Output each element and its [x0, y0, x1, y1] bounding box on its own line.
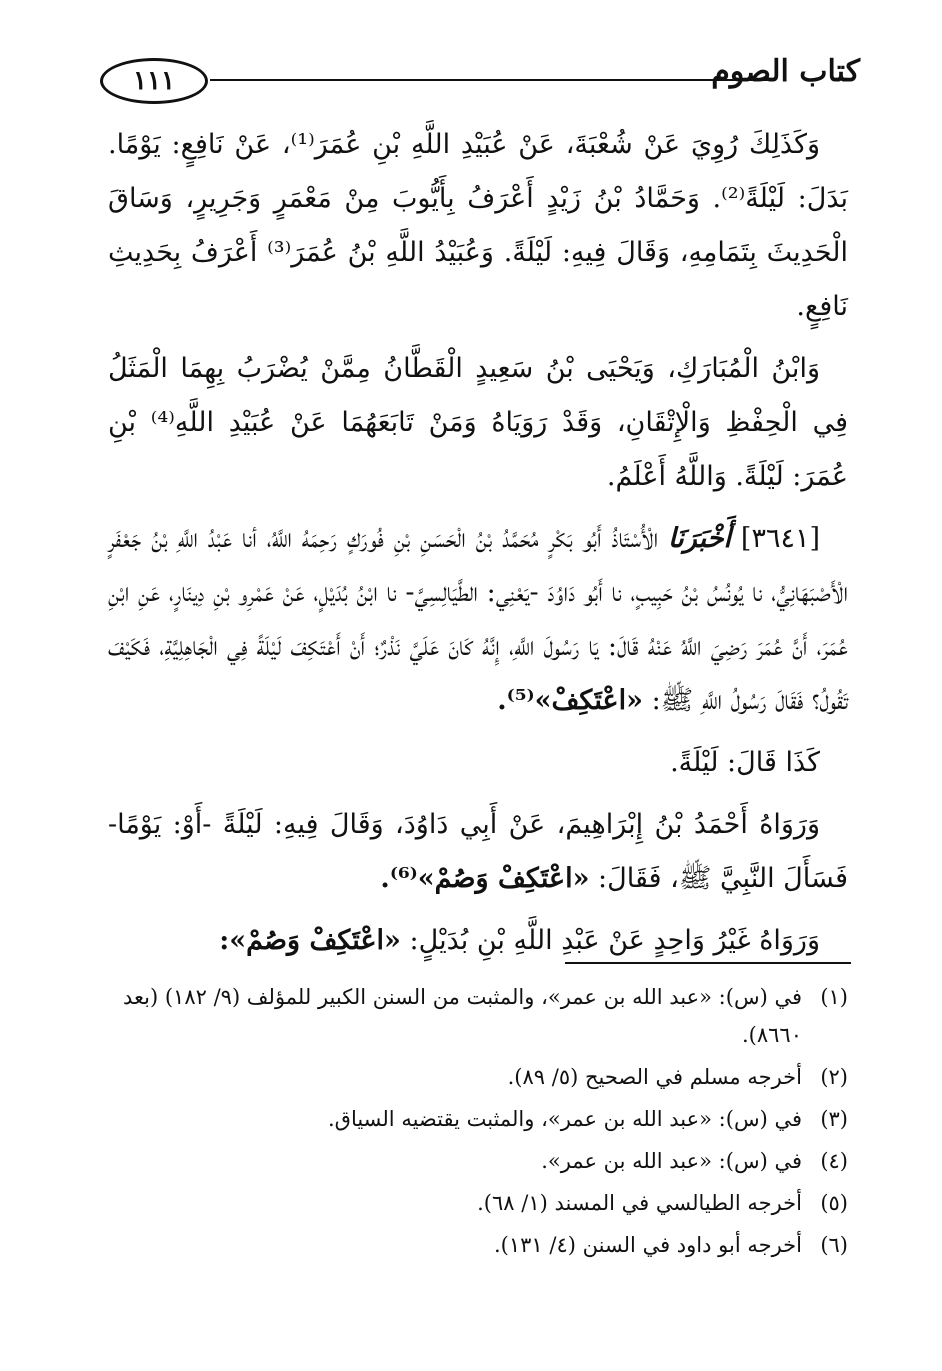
main-text [108, 118, 848, 976]
footnote-text: في (س): «عبد الله بن عمر»، والمثبت يقتضيه السياق. [327, 1107, 802, 1131]
footnote-number: (١) [820, 985, 848, 1009]
footnote-text: أخرجه أبو داود في السنن (٤/ ١٣١). [493, 1233, 802, 1257]
footnotes [108, 978, 848, 1268]
hadith-number: [٣٦٤١] [740, 523, 820, 554]
paragraph: كَذَا قَالَ: لَيْلَةً. [670, 747, 820, 778]
footnote-text: في (س): «عبد الله بن عمر»، والمثبت من السنن الكبير للمؤلف (٩/ ١٨٢) (بعد ٨٦٦٠). [122, 985, 802, 1047]
footnote-text: في (س): «عبد الله بن عمر». [541, 1149, 802, 1173]
paragraph [108, 914, 848, 968]
paragraph-text: وَرَوَاهُ غَيْرُ وَاحِدٍ عَنْ عَبْدِ اللَّهِ بْنِ بُدَيْلٍ: [409, 925, 820, 956]
paragraph: وَابْنُ الْمُبَارَكِ، وَيَحْيَى بْنُ سَعِيدٍ الْقَطَّانُ مِمَّنْ يُضْرَبُ بِهِمَا الْمَثَلُ فِي الْحِفْظِ وَالْإِتْقَانِ، وَقَدْ رَوَيَاهُ وَمَنْ تَابَعَهُمَا عَنْ عُبَيْدِ اللَّهِ⁽⁴⁾ بْنِ عُمَرَ: لَيْلَةً. وَاللَّهُ أَعْلَمُ. [108, 353, 848, 492]
footnote-number: (٤) [820, 1149, 848, 1173]
footnote-number: (٦) [820, 1233, 848, 1257]
footnote-number: (٥) [820, 1191, 848, 1215]
page-header [100, 52, 860, 112]
header-rule [210, 79, 770, 81]
footnote [108, 1226, 848, 1264]
footnote [108, 1058, 848, 1096]
page-number: ١١١ [133, 66, 175, 96]
footnote-separator [565, 962, 851, 964]
paragraph: وَكَذَلِكَ رُوِيَ عَنْ شُعْبَةَ، عَنْ عُبَيْدِ اللَّهِ بْنِ عُمَرَ⁽¹⁾، عَنْ نَافِعٍ: يَوْمًا. بَدَلَ: لَيْلَةً⁽²⁾. وَحَمَّادُ بْنُ زَيْدٍ أَعْرَفُ بِأَيُّوبَ مِنْ مَعْمَرٍ وَجَرِيرٍ، وَسَاقَ الْحَدِيثَ بِتَمَامِهِ، وَقَالَ فِيهِ: لَيْلَةً. وَعُبَيْدُ اللَّهِ بْنُ عُمَرَ⁽³⁾ أَعْرَفُ بِحَدِيثِ نَافِعٍ. [108, 129, 849, 322]
footnote-number: (٢) [820, 1065, 848, 1089]
hadith-paragraph [108, 512, 848, 728]
footnote [108, 1184, 848, 1222]
page-number-badge [100, 58, 208, 104]
footnote [108, 1100, 848, 1138]
prophetic-quote: «اعْتَكِفْ وَصُمْ»: [219, 925, 401, 956]
footnote-number: (٣) [820, 1107, 848, 1131]
prophetic-quote: «اعْتَكِفْ»⁽⁵⁾. [497, 685, 643, 716]
paragraph-text: وَرَوَاهُ أَحْمَدُ بْنُ إِبْرَاهِيمَ، عَنْ أَبِي دَاوُدَ، وَقَالَ فِيهِ: لَيْلَةً -أَوْ: يَوْمًا- فَسَأَلَ النَّبِيَّ ﷺ، فَقَالَ: [108, 809, 848, 894]
footnote [108, 1142, 848, 1180]
prophetic-quote: «اعْتَكِفْ وَصُمْ»⁽⁶⁾. [380, 863, 590, 894]
hadith-text: الْأُسْتَاذُ أَبُو بَكْرٍ مُحَمَّدُ بْنُ الْحَسَنِ بْنِ فُورَكٍ رَحِمَهُ اللَّهُ، أنا عَبْدُ اللَّهِ بْنُ جَعْفَرٍ الْأَصْبَهَانِيُّ، نا يُونُسُ بْنُ حَبِيبٍ، نا أَبُو دَاوُدَ -يَعْنِي: الطَّيَالِسِيَّ- نا ابْنُ بُدَيْلٍ، عَنْ عَمْرِو بْنِ دِينَارٍ، عَنِ ابْنِ عُمَرَ، أَنَّ عُمَرَ رَضِيَ اللَّهُ عَنْهُ قَالَ: يَا رَسُولَ اللَّهِ، إِنَّهُ كَانَ عَلَيَّ نَذْرٌ؛ أَنْ أَعْتَكِفَ لَيْلَةً فِي الْجَاهِلِيَّةِ، فَكَيْفَ تَقُولُ؟ فَقَالَ رَسُولُ اللَّهِ ﷺ: [108, 523, 848, 716]
akhbarana-keyword: أَخْبَرَنَا [668, 523, 732, 554]
book-title: كتاب الصوم [711, 54, 860, 89]
footnote-text: أخرجه الطيالسي في المسند (١/ ٦٨). [477, 1191, 802, 1215]
footnote [108, 978, 848, 1054]
paragraph [108, 798, 848, 906]
footnote-text: أخرجه مسلم في الصحيح (٥/ ٨٩). [507, 1065, 802, 1089]
